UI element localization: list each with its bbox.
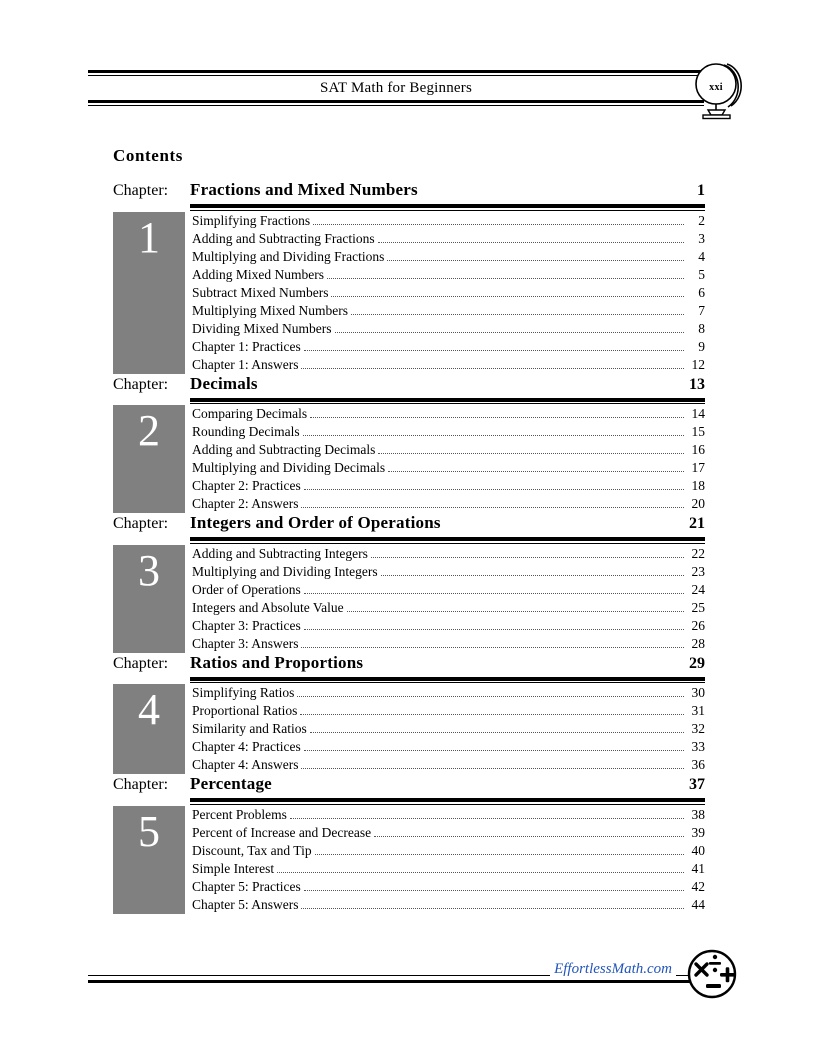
toc-entry-page-number: 42 — [691, 878, 705, 894]
toc-entry-page-number: 24 — [691, 581, 705, 597]
page-footer — [88, 961, 704, 983]
toc-entry-page-number: 2 — [698, 212, 705, 228]
toc-entry-label: Chapter 4: Answers — [192, 757, 299, 772]
toc-entry-page-number: 15 — [691, 424, 705, 439]
toc-entry-leader — [347, 611, 684, 612]
chapter-block — [113, 513, 705, 653]
toc-entry-leader — [378, 242, 684, 243]
toc-entry-label: Multiplying Mixed Numbers — [192, 302, 348, 318]
toc-entry-page-number: 33 — [691, 739, 705, 754]
toc-entry-leader — [303, 435, 684, 436]
toc-entry[interactable] — [192, 266, 705, 284]
chapter-title[interactable]: Integers and Order of Operations — [190, 513, 441, 532]
toc-entry-label: Chapter 5: Practices — [192, 878, 301, 894]
chapter-heading[interactable] — [113, 180, 705, 204]
chapter-number: 1 — [138, 212, 160, 262]
toc-entry-label: Chapter 4: Practices — [192, 739, 301, 754]
chapter-title[interactable]: Percentage — [190, 774, 272, 793]
toc-entry-label: Adding and Subtracting Decimals — [192, 442, 376, 457]
toc-entry-page-number: 36 — [691, 757, 705, 772]
chapter-entry-list — [185, 806, 705, 914]
toc-entry[interactable] — [192, 599, 705, 617]
toc-entry-leader — [297, 696, 684, 697]
chapter-number-box — [113, 405, 185, 513]
toc-entry-page-number: 32 — [691, 721, 705, 736]
chapter-rule-thin — [190, 682, 705, 683]
toc-entry[interactable] — [192, 684, 705, 702]
toc-entry-label: Chapter 5: Answers — [192, 896, 299, 912]
toc-entry-page-number: 17 — [691, 460, 705, 475]
chapter-heading[interactable] — [113, 374, 705, 398]
toc-entry-leader — [310, 417, 684, 418]
chapter-body — [113, 684, 705, 774]
toc-entry-page-number: 16 — [691, 442, 705, 457]
toc-entry-leader — [381, 575, 684, 576]
chapter-rule — [113, 537, 705, 544]
chapter-block — [113, 374, 705, 514]
header-rule-bottom-thin — [88, 105, 704, 106]
toc-entry-leader — [327, 278, 684, 279]
chapter-body — [113, 806, 705, 914]
toc-entry-leader — [301, 368, 684, 369]
toc-entry[interactable] — [192, 338, 705, 356]
toc-entry-leader — [331, 296, 684, 297]
toc-entry-page-number: 14 — [691, 406, 705, 421]
toc-entry-label: Multiplying and Dividing Integers — [192, 563, 378, 579]
chapter-body — [113, 212, 705, 374]
toc-entry[interactable] — [192, 320, 705, 338]
toc-entry[interactable] — [192, 248, 705, 266]
toc-entry-label: Multiplying and Dividing Fractions — [192, 248, 385, 264]
chapter-heading[interactable] — [113, 774, 705, 798]
chapter-number-box — [113, 806, 185, 914]
chapter-word-label: Chapter: — [113, 375, 169, 393]
chapter-number: 3 — [138, 545, 160, 595]
chapter-page-number: 37 — [689, 776, 705, 793]
chapter-rule-thin — [190, 210, 705, 211]
chapter-block — [113, 180, 705, 374]
chapter-rule-thick — [190, 798, 705, 802]
math-operators-logo-icon — [684, 948, 740, 1002]
toc-entry[interactable] — [192, 635, 705, 653]
toc-entry[interactable] — [192, 878, 705, 896]
toc-entry-leader — [304, 750, 684, 751]
chapter-number: 2 — [138, 406, 160, 455]
toc-entry[interactable] — [192, 896, 705, 914]
toc-entry[interactable] — [192, 720, 705, 738]
toc-entry[interactable] — [192, 302, 705, 320]
toc-entry[interactable] — [192, 702, 705, 720]
toc-entry-leader — [374, 836, 684, 837]
toc-entry-leader — [301, 768, 684, 769]
chapter-page-number: 13 — [689, 375, 705, 393]
toc-entry[interactable] — [192, 423, 705, 441]
chapter-body — [113, 405, 705, 513]
toc-entry-page-number: 8 — [698, 320, 705, 336]
chapter-rule-thin — [190, 543, 705, 544]
toc-entry-page-number: 18 — [691, 478, 705, 493]
toc-entry[interactable] — [192, 824, 705, 842]
toc-entry-page-number: 38 — [691, 806, 705, 822]
toc-entry-page-number: 31 — [691, 703, 705, 718]
toc-entry-label: Dividing Mixed Numbers — [192, 320, 332, 336]
toc-entry-label: Similarity and Ratios — [192, 721, 307, 736]
toc-entry-label: Simplifying Ratios — [192, 685, 295, 700]
toc-entry-page-number: 7 — [698, 302, 705, 318]
chapter-page-number: 1 — [697, 182, 705, 199]
chapter-rule — [113, 798, 705, 805]
toc-entry[interactable] — [192, 545, 705, 563]
toc-entry-leader — [290, 818, 684, 819]
footer-brand-link[interactable]: EffortlessMath.com — [550, 961, 676, 978]
chapter-heading[interactable] — [113, 653, 705, 677]
toc-entry-label: Rounding Decimals — [192, 424, 300, 439]
globe-page-marker: xxi — [709, 82, 723, 93]
toc-entry[interactable] — [192, 405, 705, 423]
toc-entry-leader — [351, 314, 684, 315]
chapter-entry-list — [185, 545, 705, 653]
toc-entry-leader — [300, 714, 684, 715]
toc-entry[interactable] — [192, 581, 705, 599]
toc-entry[interactable] — [192, 356, 705, 374]
toc-entry-label: Order of Operations — [192, 581, 301, 597]
toc-entry-page-number: 4 — [698, 248, 705, 264]
toc-entry-page-number: 12 — [691, 356, 705, 372]
toc-entry-leader — [371, 557, 684, 558]
chapter-rule-thick — [190, 398, 705, 402]
toc-entry-leader — [304, 890, 684, 891]
toc-entry[interactable] — [192, 563, 705, 581]
toc-entry-leader — [304, 593, 684, 594]
header-rule-bottom-thick — [88, 100, 704, 103]
header-rule-top-thick — [88, 70, 704, 73]
toc-entry-label: Adding and Subtracting Fractions — [192, 230, 375, 246]
chapter-title[interactable]: Ratios and Proportions — [190, 652, 364, 672]
toc-entry-leader — [304, 489, 684, 490]
toc-entry-page-number: 41 — [691, 860, 705, 876]
footer-rule-thick — [88, 980, 704, 983]
chapter-entry-list — [185, 212, 705, 374]
chapter-title[interactable]: Decimals — [190, 373, 258, 393]
chapter-word-label: Chapter: — [113, 776, 169, 793]
chapter-number: 5 — [138, 806, 160, 856]
toc-entry-page-number: 20 — [691, 496, 705, 511]
toc-entry-page-number: 30 — [691, 685, 705, 700]
chapter-page-number: 29 — [689, 654, 705, 672]
toc-entry[interactable] — [192, 860, 705, 878]
toc-entry-leader — [304, 629, 684, 630]
page-header — [88, 70, 704, 106]
toc-entry-label: Chapter 1: Answers — [192, 356, 299, 372]
toc-entry[interactable] — [192, 284, 705, 302]
toc-entry-page-number: 26 — [691, 617, 705, 633]
chapter-rule — [113, 398, 705, 405]
toc-entry-leader — [313, 224, 684, 225]
toc-entry-leader — [301, 647, 684, 648]
chapter-number: 4 — [138, 685, 160, 734]
toc-entry-label: Percent Problems — [192, 806, 287, 822]
chapter-rule — [113, 677, 705, 684]
toc-entry-label: Proportional Ratios — [192, 703, 298, 718]
chapter-number-box — [113, 684, 185, 774]
toc-entry-leader — [388, 471, 684, 472]
toc-entry-label: Simple Interest — [192, 860, 275, 876]
chapter-entry-list — [185, 684, 705, 774]
toc-entry-page-number: 25 — [691, 599, 705, 615]
toc-entry-leader — [378, 453, 684, 454]
chapter-rule-thick — [190, 677, 705, 681]
toc-entry[interactable] — [192, 477, 705, 495]
toc-entry[interactable] — [192, 230, 705, 248]
toc-entry-leader — [310, 732, 684, 733]
toc-entry-page-number: 22 — [691, 545, 705, 561]
chapter-body — [113, 545, 705, 653]
chapter-rule-thick — [190, 537, 705, 541]
chapter-title[interactable]: Fractions and Mixed Numbers — [190, 180, 418, 199]
toc-entry-page-number: 6 — [698, 284, 705, 300]
toc-entry-leader — [301, 908, 684, 909]
toc-entry-label: Multiplying and Dividing Decimals — [192, 460, 386, 475]
toc-entry-leader — [301, 507, 684, 508]
toc-entry-label: Chapter 2: Practices — [192, 478, 301, 493]
chapter-page-number: 21 — [689, 515, 705, 532]
toc-entry[interactable] — [192, 212, 705, 230]
toc-entry[interactable] — [192, 495, 705, 513]
header-title: SAT Math for Beginners — [319, 80, 473, 96]
toc-entry-label: Integers and Absolute Value — [192, 599, 344, 615]
chapter-block — [113, 774, 705, 914]
toc-entry-label: Chapter 3: Practices — [192, 617, 301, 633]
toc-entry-label: Chapter 3: Answers — [192, 635, 299, 651]
toc-entry-page-number: 44 — [691, 896, 705, 912]
chapter-rule-thick — [190, 204, 705, 208]
chapter-block — [113, 653, 705, 775]
toc-entry-label: Discount, Tax and Tip — [192, 842, 312, 858]
toc-entry-page-number: 39 — [691, 824, 705, 840]
globe-icon — [694, 62, 752, 124]
toc-entry-leader — [277, 872, 684, 873]
toc-entry-label: Chapter 2: Answers — [192, 496, 299, 511]
chapter-rule-thin — [190, 804, 705, 805]
toc-entry-label: Adding and Subtracting Integers — [192, 545, 368, 561]
chapter-heading[interactable] — [113, 513, 705, 537]
toc-entry-page-number: 9 — [698, 338, 705, 354]
toc-entry[interactable] — [192, 756, 705, 774]
toc-entry-leader — [387, 260, 684, 261]
chapter-number-box — [113, 212, 185, 374]
chapter-entry-list — [185, 405, 705, 513]
toc-entry[interactable] — [192, 738, 705, 756]
toc-entry[interactable] — [192, 617, 705, 635]
toc-entry-page-number: 28 — [691, 635, 705, 651]
toc-entry-label: Comparing Decimals — [192, 406, 308, 421]
toc-entry-page-number: 40 — [691, 842, 705, 858]
toc-entry-label: Simplifying Fractions — [192, 212, 311, 228]
toc-entry-label: Adding Mixed Numbers — [192, 266, 324, 282]
toc-entry-leader — [335, 332, 685, 333]
toc-entry-page-number: 5 — [698, 266, 705, 282]
chapter-word-label: Chapter: — [113, 515, 169, 532]
table-of-contents — [113, 180, 705, 914]
toc-entry-leader — [304, 350, 684, 351]
toc-entry[interactable] — [192, 806, 705, 824]
toc-entry[interactable] — [192, 441, 705, 459]
chapter-word-label: Chapter: — [113, 182, 169, 199]
chapter-word-label: Chapter: — [113, 654, 169, 672]
page-title: Contents — [113, 146, 183, 165]
toc-entry-page-number: 23 — [691, 563, 705, 579]
toc-entry[interactable] — [192, 459, 705, 477]
toc-entry-label: Subtract Mixed Numbers — [192, 284, 329, 300]
toc-entry-leader — [315, 854, 684, 855]
chapter-rule — [113, 204, 705, 211]
toc-entry-page-number: 3 — [698, 230, 705, 246]
chapter-number-box — [113, 545, 185, 653]
toc-entry[interactable] — [192, 842, 705, 860]
chapter-rule-thin — [190, 403, 705, 404]
toc-entry-label: Percent of Increase and Decrease — [192, 824, 372, 840]
toc-entry-label: Chapter 1: Practices — [192, 338, 301, 354]
